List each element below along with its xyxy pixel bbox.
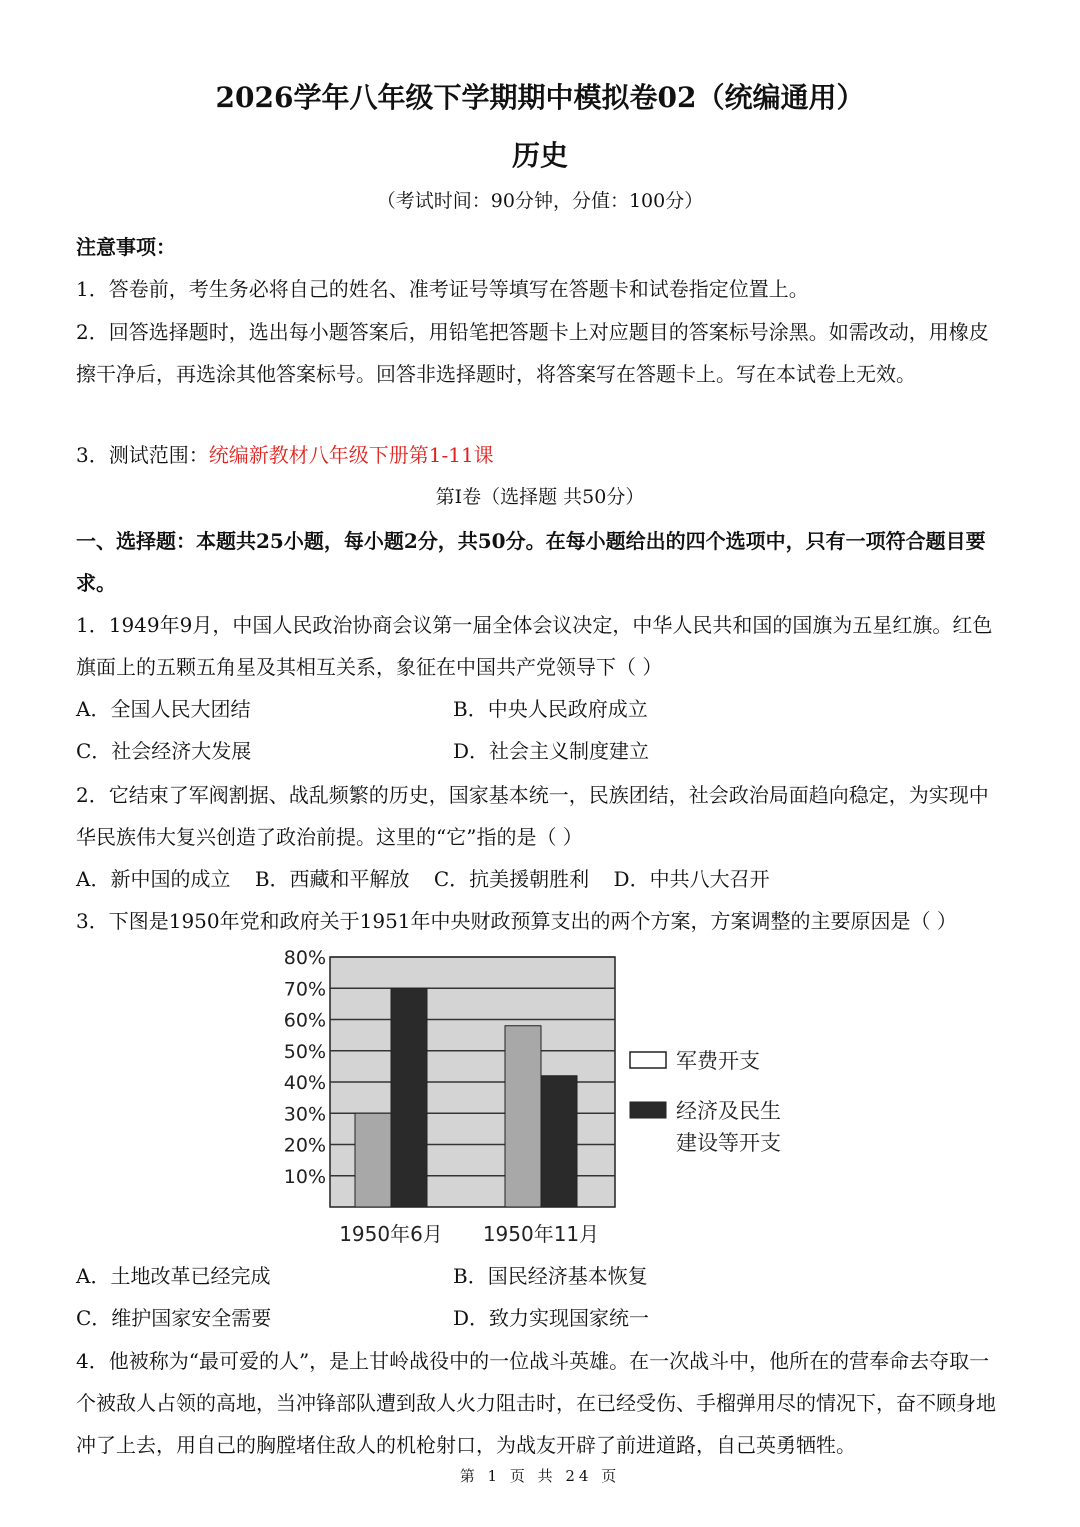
- notice-item-3: [76, 434, 1006, 476]
- legend-label-military: 军费开支: [676, 1049, 760, 1073]
- y-tick-label: 70%: [283, 978, 326, 1001]
- legend-swatch-military: [630, 1052, 666, 1068]
- option-a: A．土地改革已经完成: [76, 1264, 271, 1288]
- question-2-options: [76, 858, 1006, 900]
- legend-label-economy: 经济及民生: [676, 1099, 781, 1123]
- y-tick-label: 30%: [283, 1103, 326, 1126]
- subject-title: 历史: [511, 139, 568, 172]
- option-d: D．中共八大召开: [613, 867, 770, 891]
- exam-info: （考试时间：90分钟，分值：100分）: [376, 190, 704, 212]
- budget-bar-chart: [260, 945, 820, 1255]
- chart-svg: [260, 945, 820, 1255]
- part-title: 第Ⅰ卷（选择题 共50分）: [435, 486, 645, 508]
- option-c: C．维护国家安全需要: [76, 1306, 272, 1330]
- option-b: B．中央人民政府成立: [453, 697, 648, 721]
- page-footer: 第 1 页 共 24 页: [459, 1467, 621, 1485]
- legend-label-economy-2: 建设等开支: [676, 1131, 781, 1155]
- notice-item-2: 2．回答选择题时，选出每小题答案后，用铅笔把答题卡上对应题目的答案标号涂黑。如需改动，用橡皮擦干净后，再选涂其他答案标号。回答非选择题时，将答案写在答题卡上。写在本试卷上无效。: [76, 320, 989, 386]
- y-tick-label: 20%: [283, 1134, 326, 1157]
- y-tick-label: 10%: [283, 1165, 326, 1188]
- section-intro: 一、选择题：本题共25小题，每小题2分，共50分。在每小题给出的四个选项中，只有一项符合题目要求。: [76, 529, 986, 595]
- option-c: C．社会经济大发展: [76, 739, 252, 763]
- question-3-options: [76, 1255, 1006, 1339]
- notice-heading: 注意事项：: [76, 235, 176, 259]
- y-tick-label: 80%: [283, 947, 326, 969]
- bar-military: [355, 1113, 391, 1207]
- option-c: C．抗美援朝胜利: [433, 867, 590, 891]
- notice-item-3-prefix: 3．测试范围：: [76, 443, 209, 467]
- test-range: 统编新教材八年级下册第1-11课: [208, 443, 494, 467]
- y-tick-label: 50%: [283, 1040, 326, 1063]
- option-b: B．西藏和平解放: [254, 867, 410, 891]
- option-d: D．致力实现国家统一: [453, 1306, 650, 1330]
- x-tick-label: 1950年11月: [482, 1222, 600, 1246]
- question-1-options: [76, 688, 1006, 772]
- question-3-stem: 3．下图是1950年党和政府关于1951年中央财政预算支出的两个方案，方案调整的主要原因是（ ）: [76, 909, 957, 933]
- question-1-stem: 1．1949年9月，中国人民政治协商会议第一届全体会议决定，中华人民共和国的国旗为五星红旗。红色旗面上的五颗五角星及其相互关系，象征在中国共产党领导下（ ）: [76, 613, 993, 679]
- legend-swatch-economy: [630, 1102, 666, 1118]
- y-tick-label: 40%: [283, 1072, 326, 1094]
- notice-item-1: 1．答卷前，考生务必将自己的姓名、准考证号等填写在答题卡和试卷指定位置上。: [76, 277, 809, 301]
- option-d: D．社会主义制度建立: [453, 739, 650, 763]
- question-2-stem: 2．它结束了军阀割据、战乱频繁的历史，国家基本统一，民族团结，社会政治局面趋向稳定，为实现中华民族伟大复兴创造了政治前提。这里的“它”指的是（ ）: [76, 783, 989, 849]
- option-a: A．全国人民大团结: [76, 697, 251, 721]
- bar-military: [505, 1026, 541, 1207]
- option-a: A．新中国的成立: [76, 867, 231, 891]
- y-tick-label: 60%: [283, 1009, 326, 1032]
- exam-title: 2026学年八年级下学期期中模拟卷02（统编通用）: [215, 81, 865, 114]
- question-4-stem: 4．他被称为“最可爱的人”，是上甘岭战役中的一位战斗英雄。在一次战斗中，他所在的营奉命去夺取一个被敌人占领的高地，当冲锋部队遭到敌人火力阻击时，在已经受伤、手榴弹用尽的情况下，奋不顾身地冲了上去，用自己的胸膛堵住敌人的机枪射口，为战友开辟了前进道路，自己英勇牺牲。: [76, 1349, 996, 1457]
- option-b: B．国民经济基本恢复: [453, 1264, 648, 1288]
- x-tick-label: 1950年6月: [339, 1222, 443, 1246]
- bar-economy: [391, 988, 427, 1207]
- bar-economy: [541, 1076, 577, 1207]
